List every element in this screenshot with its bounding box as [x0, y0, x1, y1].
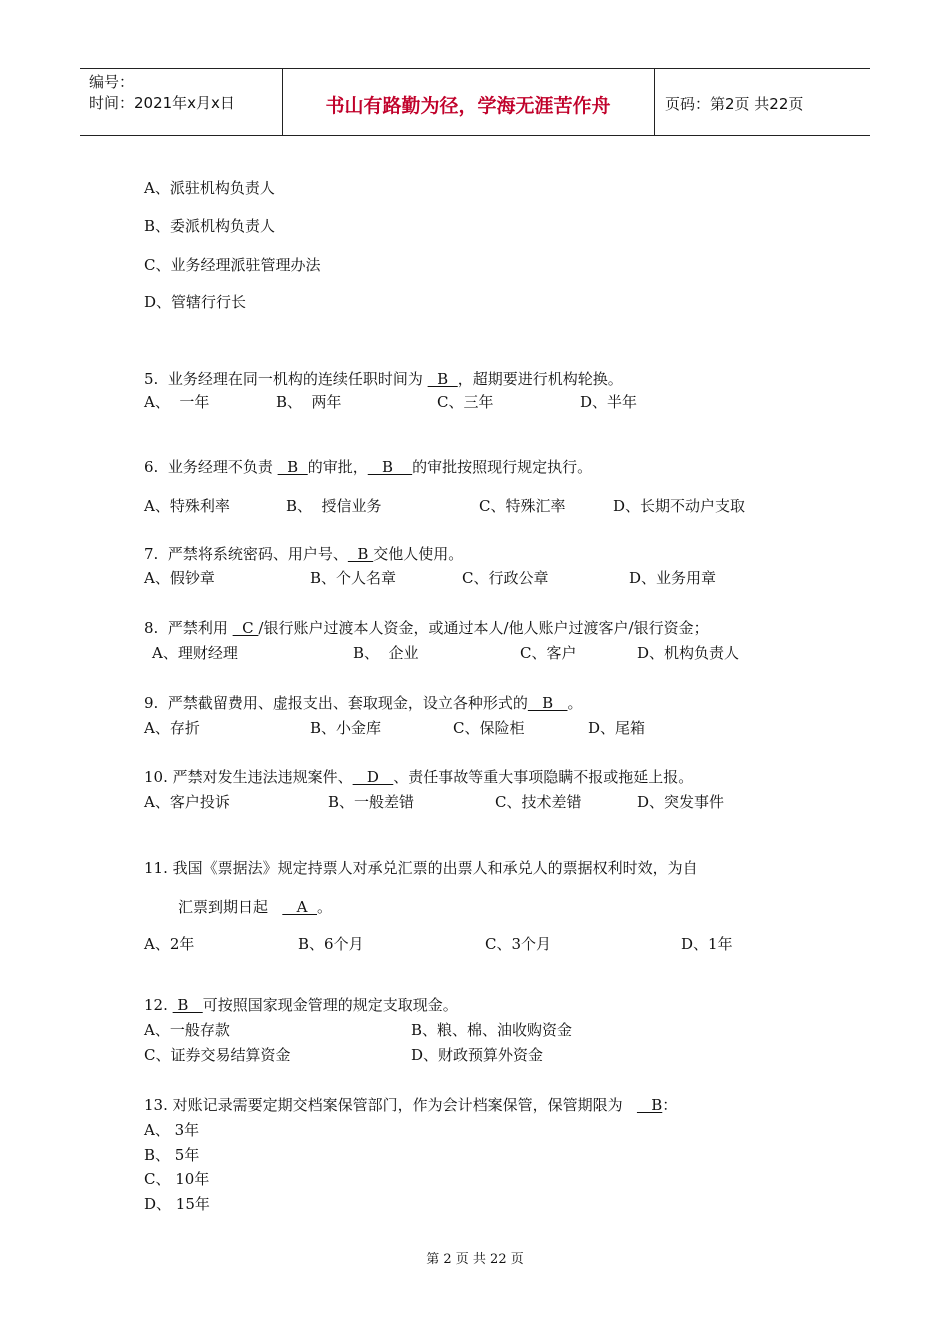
page-indicator: 页码：第2页 共22页: [665, 95, 804, 113]
q12-option-a: A、一般存款: [144, 1021, 230, 1039]
q13-option-a: A、 3年: [144, 1121, 200, 1139]
q10-answer: D: [352, 768, 394, 786]
q5-option-a: A、 一年: [144, 393, 210, 411]
q9-question: [144, 694, 583, 712]
q9-option-a: A、存折: [144, 719, 200, 737]
q11-option-c: C、3个月: [485, 935, 552, 953]
q6-text-mid: 的审批，: [307, 458, 368, 476]
header-left-cell: [80, 69, 283, 135]
q13-text-end: ：: [662, 1096, 678, 1114]
q9-option-c: C、保险柜: [453, 719, 525, 737]
q7-option-a: A、假钞章: [144, 569, 215, 587]
q6-answer-1: B: [277, 458, 308, 476]
q7-question: [144, 545, 463, 563]
q8-text-end: /银行账户过渡本人资金，或通过本人/他人账户过渡客户/银行资金；: [258, 619, 709, 637]
q8-question: [144, 619, 709, 637]
q12-option-c: C、证券交易结算资金: [144, 1046, 291, 1064]
q5-option-c: C、三年: [437, 393, 494, 411]
q7-answer: B: [347, 545, 374, 563]
q11-question-cont: [178, 898, 332, 916]
q8-option-a: A、理财经理: [152, 644, 238, 662]
q11-text: 汇票到期日起: [178, 898, 283, 916]
q5-option-b: B、 两年: [276, 393, 342, 411]
q6-answer-2: B: [367, 458, 413, 476]
q9-text-end: 。: [567, 694, 583, 712]
q7-text: 7. 严禁将系统密码、用户号、: [144, 545, 348, 563]
q8-option-b: B、 企业: [353, 644, 419, 662]
q11-question: 11. 我国《票据法》规定持票人对承兑汇票的出票人和承兑人的票据权利时效，为自: [144, 859, 698, 877]
q13-option-d: D、 15年: [144, 1195, 210, 1213]
q12-text: 12.: [144, 996, 173, 1014]
header-right-cell: [655, 69, 870, 135]
q7-option-c: C、行政公章: [462, 569, 549, 587]
q9-option-b: B、小金库: [310, 719, 382, 737]
q7-text-end: 交他人使用。: [373, 545, 464, 563]
q6-option-b: B、 授信业务: [286, 497, 382, 515]
time-label: 时间：2021年x月x日: [89, 94, 235, 112]
page-header: [80, 68, 870, 136]
q12-option-d: D、财政预算外资金: [411, 1046, 544, 1064]
q6-text: 6. 业务经理不负责: [144, 458, 278, 476]
q6-text-end: 的审批按照现行规定执行。: [412, 458, 593, 476]
q5-option-d: D、半年: [580, 393, 638, 411]
q5-answer: B: [427, 370, 458, 388]
q13-answer: B: [636, 1096, 663, 1114]
q13-question: [144, 1096, 677, 1114]
q5-question: [144, 370, 623, 388]
q4-option-d: D、管辖行行长: [144, 293, 247, 311]
q12-text-end: 可按照国家现金管理的规定支取现金。: [202, 996, 458, 1014]
q7-option-d: D、业务用章: [629, 569, 717, 587]
q6-option-a: A、特殊利率: [144, 497, 230, 515]
q11-option-a: A、2年: [144, 935, 195, 953]
q11-text-end: 。: [317, 898, 333, 916]
q9-text: 9. 严禁截留费用、虚报支出、套取现金，设立各种形式的: [144, 694, 528, 712]
q5-text-end: ，超期要进行机构轮换。: [457, 370, 623, 388]
slogan: 书山有路勤为径，学海无涯苦作舟: [325, 95, 611, 117]
q13-option-c: C、 10年: [144, 1170, 210, 1188]
q5-text: 5. 业务经理在同一机构的连续任职时间为: [144, 370, 428, 388]
q10-option-d: D、突发事件: [637, 793, 725, 811]
q4-option-a: A、派驻机构负责人: [144, 179, 275, 197]
q12-answer: B: [172, 996, 203, 1014]
q8-option-c: C、客户: [520, 644, 577, 662]
q10-text-end: 、责任事故等重大事项隐瞒不报或拖延上报。: [393, 768, 694, 786]
q12-option-b: B、粮、棉、油收购资金: [411, 1021, 573, 1039]
q4-option-c: C、业务经理派驻管理办法: [144, 256, 321, 274]
q10-option-b: B、一般差错: [328, 793, 415, 811]
q13-text: 13. 对账记录需要定期交档案保管部门，作为会计档案保管，保管期限为: [144, 1096, 637, 1114]
page-footer: 第 2 页 共 22 页: [426, 1252, 524, 1267]
q10-option-a: A、客户投诉: [144, 793, 230, 811]
q10-option-c: C、技术差错: [495, 793, 582, 811]
number-label: 编号：: [89, 73, 135, 91]
q8-text: 8. 严禁利用: [144, 619, 233, 637]
q7-option-b: B、个人名章: [310, 569, 397, 587]
q6-option-c: C、特殊汇率: [479, 497, 566, 515]
q11-option-b: B、6个月: [298, 935, 364, 953]
q6-option-d: D、长期不动户支取: [613, 497, 746, 515]
q10-text: 10. 严禁对发生违法违规案件、: [144, 768, 353, 786]
q9-answer: B: [527, 694, 568, 712]
q8-option-d: D、机构负责人: [637, 644, 740, 662]
q4-option-b: B、委派机构负责人: [144, 217, 276, 235]
q8-answer: C: [232, 619, 259, 637]
q13-option-b: B、 5年: [144, 1146, 200, 1164]
q11-answer: A: [282, 898, 317, 916]
q11-option-d: D、1年: [681, 935, 733, 953]
q10-question: [144, 768, 693, 786]
q9-option-d: D、尾箱: [588, 719, 646, 737]
q6-question: [144, 458, 592, 476]
q12-question: [144, 996, 458, 1014]
header-mid-cell: [282, 69, 655, 135]
